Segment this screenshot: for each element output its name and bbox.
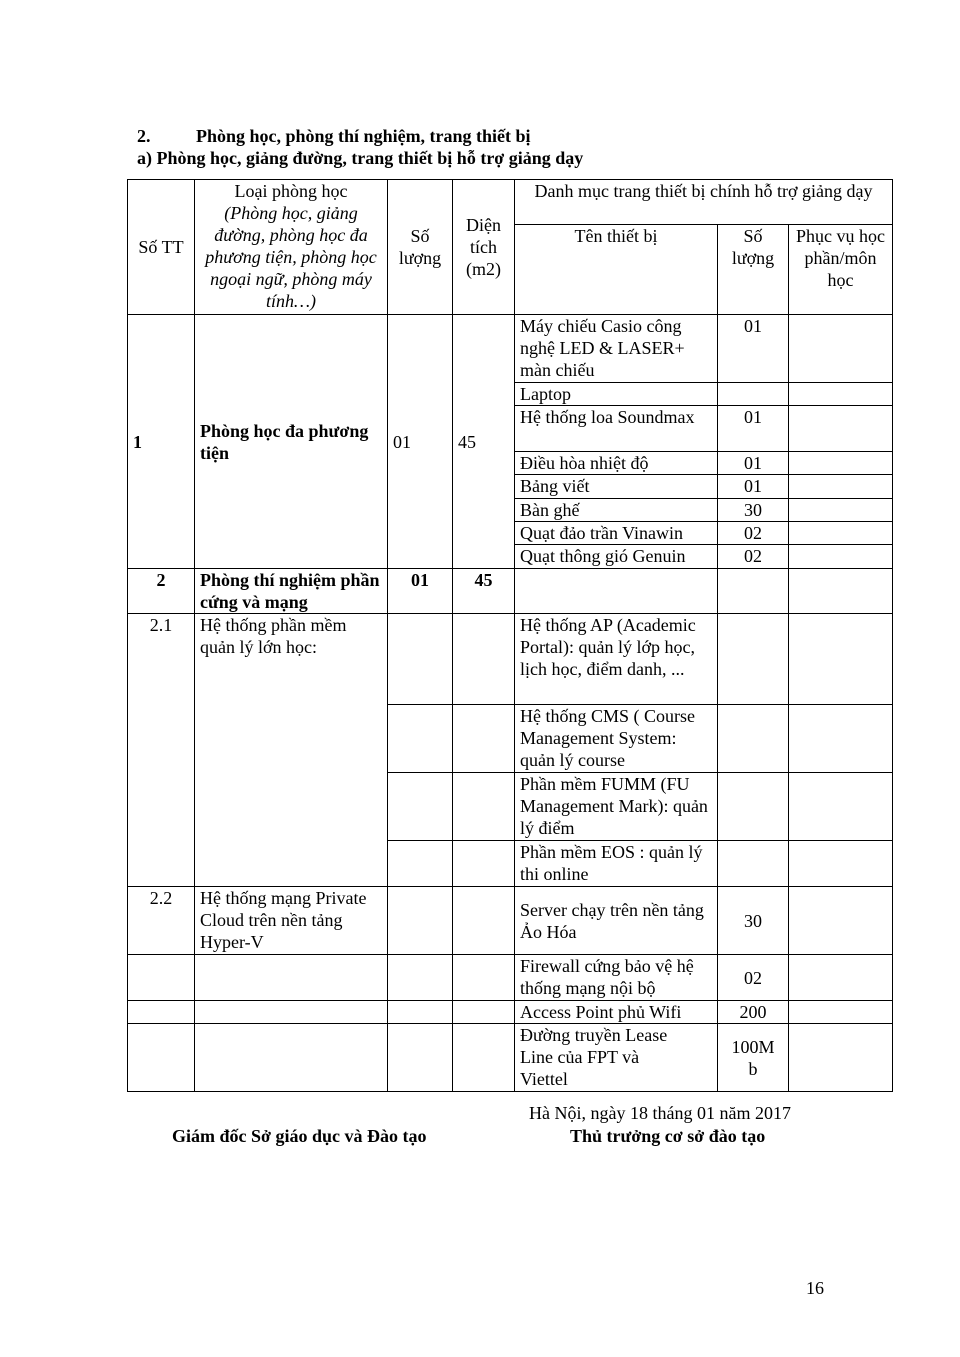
- section-heading: [137, 125, 531, 147]
- equipment-name: Máy chiếu Casio công nghệ LED & LASER+ màn chiếu: [515, 315, 718, 383]
- sub21-name: Hệ thống phần mềm quản lý lớn học:: [195, 614, 388, 887]
- equipment-name: Bàn ghế: [515, 499, 718, 522]
- empty-cell: [128, 1001, 195, 1024]
- equipment-qty: 01: [718, 475, 789, 499]
- sub21-qty: [388, 705, 453, 773]
- equipment-qty: 30: [718, 499, 789, 522]
- equipment-serves: [789, 452, 893, 475]
- room1-area: 45: [453, 315, 515, 569]
- equipment-serves: [789, 1024, 893, 1092]
- table-row: [128, 955, 893, 1001]
- equipment-serves: [789, 705, 893, 773]
- empty-cell: [388, 955, 453, 1001]
- equipment-name: Laptop: [515, 383, 718, 406]
- table-row: [128, 315, 893, 383]
- sub22-qty: [388, 887, 453, 955]
- empty-cell: [388, 1001, 453, 1024]
- equipment-qty: [718, 841, 789, 887]
- equipment-qty: 02: [718, 955, 789, 1001]
- equipment-name: Quạt đảo trần Vinawin: [515, 522, 718, 545]
- equipment-serves: [789, 1001, 893, 1024]
- empty-cell: [453, 1001, 515, 1024]
- equipment-serves: [789, 406, 893, 452]
- equipment-serves: [789, 841, 893, 887]
- equipment-name: Bảng viết: [515, 475, 718, 499]
- equipment-qty: 100M b: [718, 1024, 789, 1092]
- equipment-name: Access Point phủ Wifi: [515, 1001, 718, 1024]
- room2-qty: 01: [388, 569, 453, 614]
- equipment-serves: [789, 773, 893, 841]
- equipment-name: Hệ thống loa Soundmax: [515, 406, 718, 452]
- equipment-qty: [718, 705, 789, 773]
- section-number: 2.: [137, 126, 151, 146]
- header-equipment-group: Danh mục trang thiết bị chính hỗ trợ giảng dạy: [515, 180, 893, 225]
- header-quantity: Số lượng: [388, 180, 453, 315]
- equipment-name: [515, 569, 718, 614]
- equipment-serves: [789, 383, 893, 406]
- equipment-qty: 200: [718, 1001, 789, 1024]
- equipment-serves: [789, 522, 893, 545]
- sub21-stt: 2.1: [128, 614, 195, 887]
- header-area: Diện tích (m2): [453, 180, 515, 315]
- equipment-qty: 02: [718, 545, 789, 569]
- header-room-type-note: (Phòng học, giảng đường, phòng học đa phương tiện, phòng học ngoại ngữ, phòng máy tính…): [205, 203, 377, 311]
- equipment-serves: [789, 315, 893, 383]
- equipment-serves: [789, 614, 893, 705]
- table-header-row: [128, 180, 893, 225]
- equipment-qty: [718, 614, 789, 705]
- equipment-name: Hệ thống AP (Academic Portal): quản lý lớp học, lịch học, điểm danh, ...: [515, 614, 718, 705]
- equipment-name: Phần mềm EOS : quản lý thi online: [515, 841, 718, 887]
- equipment-qty: 02: [718, 522, 789, 545]
- table-row: [128, 1001, 893, 1024]
- room2-stt: 2: [128, 569, 195, 614]
- equipment-qty: 01: [718, 406, 789, 452]
- sub22-stt: 2.2: [128, 887, 195, 955]
- equipment-name: Điều hòa nhiệt độ: [515, 452, 718, 475]
- table-row: [128, 887, 893, 955]
- room1-stt: 1: [128, 315, 195, 569]
- room1-name: Phòng học đa phương tiện: [195, 315, 388, 569]
- sub21-qty: [388, 841, 453, 887]
- equipment-qty: [718, 383, 789, 406]
- sub22-name: Hệ thống mạng Private Cloud trên nền tảng Hyper-V: [195, 887, 388, 955]
- equipment-serves: [789, 545, 893, 569]
- equipment-name: Đường truyền Lease Line của FPT và Viettel: [515, 1024, 718, 1092]
- equipment-name: Hệ thống CMS ( Course Management System: quản lý course: [515, 705, 718, 773]
- equipment-serves: [789, 499, 893, 522]
- header-equipment-qty: Số lượng: [718, 225, 789, 315]
- empty-cell: [128, 1024, 195, 1092]
- sub21-qty: [388, 773, 453, 841]
- table-row: [128, 1024, 893, 1092]
- subsection-heading: a) Phòng học, giảng đường, trang thiết bị hỗ trợ giảng dạy: [137, 148, 584, 168]
- sub21-area: [453, 773, 515, 841]
- header-serves: Phục vụ học phần/môn học: [789, 225, 893, 315]
- equipment-table: [127, 179, 893, 1092]
- room2-area: 45: [453, 569, 515, 614]
- equipment-name: Phần mềm FUMM (FU Management Mark): quản lý điểm: [515, 773, 718, 841]
- equipment-serves: [789, 955, 893, 1001]
- page-number: 16: [806, 1278, 824, 1298]
- section-title: Phòng học, phòng thí nghiệm, trang thiết bị: [196, 126, 531, 146]
- empty-cell: [195, 1001, 388, 1024]
- sub21-qty: [388, 614, 453, 705]
- table-row: [128, 569, 893, 614]
- sub21-area: [453, 841, 515, 887]
- header-equipment-name: Tên thiết bị: [515, 225, 718, 315]
- equipment-qty: 30: [718, 887, 789, 955]
- equipment-serves: [789, 887, 893, 955]
- equipment-name: Quạt thông gió Genuin: [515, 545, 718, 569]
- sub22-area: [453, 887, 515, 955]
- right-signature-title: Thủ trưởng cơ sở đào tạo: [570, 1126, 766, 1146]
- header-stt: Số TT: [128, 180, 195, 315]
- equipment-qty: [718, 569, 789, 614]
- empty-cell: [453, 955, 515, 1001]
- room2-name: Phòng thí nghiệm phần cứng và mạng: [195, 569, 388, 614]
- equipment-serves: [789, 475, 893, 499]
- header-room-type-label: Loại phòng học: [234, 181, 348, 201]
- header-room-type: [195, 180, 388, 315]
- empty-cell: [195, 955, 388, 1001]
- room1-qty: 01: [388, 315, 453, 569]
- equipment-qty: 01: [718, 315, 789, 383]
- equipment-name: Server chạy trên nền tảng Ảo Hóa: [515, 887, 718, 955]
- empty-cell: [195, 1024, 388, 1092]
- empty-cell: [128, 955, 195, 1001]
- table-row: [128, 614, 893, 705]
- signature-date: Hà Nội, ngày 18 tháng 01 năm 2017: [529, 1103, 791, 1123]
- sub21-area: [453, 614, 515, 705]
- equipment-serves: [789, 569, 893, 614]
- left-signature-title: Giám đốc Sở giáo dục và Đào tạo: [172, 1126, 427, 1146]
- equipment-qty: [718, 773, 789, 841]
- empty-cell: [453, 1024, 515, 1092]
- empty-cell: [388, 1024, 453, 1092]
- sub21-area: [453, 705, 515, 773]
- equipment-qty: 01: [718, 452, 789, 475]
- equipment-name: Firewall cứng bảo vệ hệ thống mạng nội bộ: [515, 955, 718, 1001]
